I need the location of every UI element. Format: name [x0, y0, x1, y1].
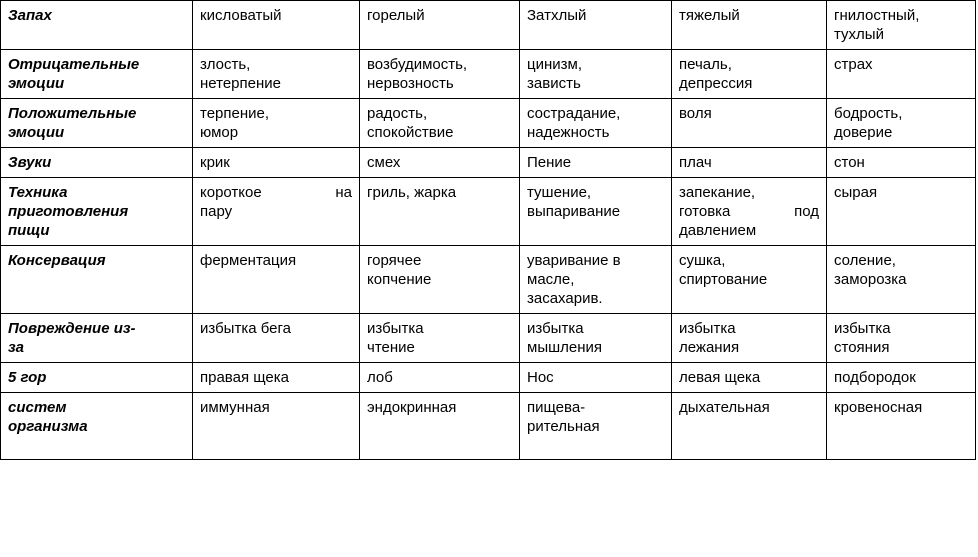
cell-positive-3: [520, 99, 672, 148]
cell-smell-2: горелый: [360, 1, 520, 50]
row-label-body-systems: [1, 393, 193, 460]
cell-text-line: пищева-: [527, 399, 586, 416]
cell-text-line: горячее: [367, 252, 422, 269]
row-label-sounds: Звуки: [1, 148, 193, 178]
row-label-line: Техника: [8, 184, 68, 201]
table-row: [1, 363, 976, 393]
cell-damage-3: [520, 314, 672, 363]
cell-text-line: сострадание,: [527, 105, 621, 122]
cell-mountains-2: лоб: [360, 363, 520, 393]
cell-text-line: сушка,: [679, 252, 726, 269]
cell-text-line: мышления: [527, 339, 603, 356]
cell-text-line: доверие: [834, 124, 893, 141]
cell-mountains-3: Нос: [520, 363, 672, 393]
cell-cooking-3: [520, 178, 672, 246]
cell-smell-4: тяжелый: [672, 1, 827, 50]
cell-mountains-1: правая щека: [193, 363, 360, 393]
cell-text-line: давлением: [679, 222, 757, 239]
row-label-line: эмоции: [8, 75, 65, 92]
cell-text-line: готовка под: [679, 203, 819, 220]
cell-negative-2: [360, 50, 520, 99]
cell-text-line: засахарив.: [527, 290, 603, 307]
row-label-line: приготовления: [8, 203, 129, 220]
cell-text-line: выпаривание: [527, 203, 621, 220]
cell-text-line: масле,: [527, 271, 575, 288]
cell-sounds-2: смех: [360, 148, 520, 178]
table-row: [1, 99, 976, 148]
cell-cooking-5: сырая: [827, 178, 976, 246]
cell-positive-4: воля: [672, 99, 827, 148]
cell-text-line: уваривание в: [527, 252, 621, 269]
cell-text-line: копчение: [367, 271, 432, 288]
cell-sounds-4: плач: [672, 148, 827, 178]
row-label-damage-from: [1, 314, 193, 363]
row-label-line: Отрицательные: [8, 56, 140, 73]
cell-text-line: спокойствие: [367, 124, 454, 141]
cell-mountains-5: подбородок: [827, 363, 976, 393]
cell-text-line: гнилостный,: [834, 7, 920, 24]
cell-text-line: нервозность: [367, 75, 454, 92]
row-label-line: эмоции: [8, 124, 65, 141]
cell-preservation-5: [827, 246, 976, 314]
cell-damage-1: избытка бега: [193, 314, 360, 363]
cell-text-line: короткое на: [200, 184, 352, 201]
row-label-line: за: [8, 339, 24, 356]
cell-text-line: тухлый: [834, 26, 884, 43]
cell-preservation-2: [360, 246, 520, 314]
cell-preservation-1: ферментация: [193, 246, 360, 314]
cell-text-line: избытка: [527, 320, 584, 337]
cell-text-line: избытка: [367, 320, 424, 337]
cell-positive-5: [827, 99, 976, 148]
row-label-line: систем: [8, 399, 67, 416]
cell-text-line: избытка: [834, 320, 891, 337]
cell-damage-4: [672, 314, 827, 363]
cell-text-line: бодрость,: [834, 105, 903, 122]
cell-text-line: юмор: [200, 124, 239, 141]
cell-text-line: стояния: [834, 339, 890, 356]
cell-damage-5: [827, 314, 976, 363]
cell-sounds-1: крик: [193, 148, 360, 178]
cell-text-line: чтение: [367, 339, 415, 356]
cell-systems-2: эндокринная: [360, 393, 520, 460]
cell-smell-1: кисловатый: [193, 1, 360, 50]
row-label-five-mountains: 5 гор: [1, 363, 193, 393]
cell-systems-1: иммунная: [193, 393, 360, 460]
table-row: [1, 148, 976, 178]
cell-text-line: рительная: [527, 418, 600, 435]
cell-text-line: зависть: [527, 75, 581, 92]
cell-negative-5: страх: [827, 50, 976, 99]
row-label-smell: Запах: [1, 1, 193, 50]
cell-cooking-4: [672, 178, 827, 246]
cell-text-line: злость,: [200, 56, 251, 73]
cell-negative-4: [672, 50, 827, 99]
cell-systems-4: дыхательная: [672, 393, 827, 460]
cell-text-line: депрессия: [679, 75, 753, 92]
cell-preservation-3: [520, 246, 672, 314]
table-row: [1, 1, 976, 50]
cell-sounds-5: стон: [827, 148, 976, 178]
cell-text-line: радость,: [367, 105, 428, 122]
cell-negative-3: [520, 50, 672, 99]
table-row: [1, 393, 976, 460]
cell-cooking-2: гриль, жарка: [360, 178, 520, 246]
cell-text-line: запекание,: [679, 184, 756, 201]
cell-smell-5: [827, 1, 976, 50]
cell-negative-1: [193, 50, 360, 99]
cell-text-line: надежность: [527, 124, 610, 141]
cell-text-line: лежания: [679, 339, 740, 356]
cell-systems-3: [520, 393, 672, 460]
cell-damage-2: [360, 314, 520, 363]
cell-text-line: заморозка: [834, 271, 907, 288]
row-label-negative-emotions: [1, 50, 193, 99]
cell-preservation-4: [672, 246, 827, 314]
row-label-line: Положительные: [8, 105, 137, 122]
cell-text-line: спиртование: [679, 271, 768, 288]
cell-text-line: избытка: [679, 320, 736, 337]
row-label-positive-emotions: [1, 99, 193, 148]
row-label-line: организма: [8, 418, 88, 435]
cell-sounds-3: Пение: [520, 148, 672, 178]
table-row: [1, 314, 976, 363]
cell-text-line: нетерпение: [200, 75, 281, 92]
cell-positive-1: [193, 99, 360, 148]
row-label-line: Повреждение из-: [8, 320, 136, 337]
row-label-line: пищи: [8, 222, 50, 239]
row-label-preservation: Консервация: [1, 246, 193, 314]
cell-text-line: печаль,: [679, 56, 732, 73]
cell-text-line: терпение,: [200, 105, 270, 122]
cell-text-line: пару: [200, 203, 233, 220]
cell-text-line: цинизм,: [527, 56, 582, 73]
cell-systems-5: кровеносная: [827, 393, 976, 460]
cell-text-line: соление,: [834, 252, 896, 269]
cell-text-line: тушение,: [527, 184, 592, 201]
row-label-cooking-technique: [1, 178, 193, 246]
table-row: [1, 50, 976, 99]
table-row: [1, 246, 976, 314]
cell-positive-2: [360, 99, 520, 148]
table-row: [1, 178, 976, 246]
cell-mountains-4: левая щека: [672, 363, 827, 393]
cell-text-line: возбудимость,: [367, 56, 468, 73]
cell-cooking-1: [193, 178, 360, 246]
cell-smell-3: Затхлый: [520, 1, 672, 50]
